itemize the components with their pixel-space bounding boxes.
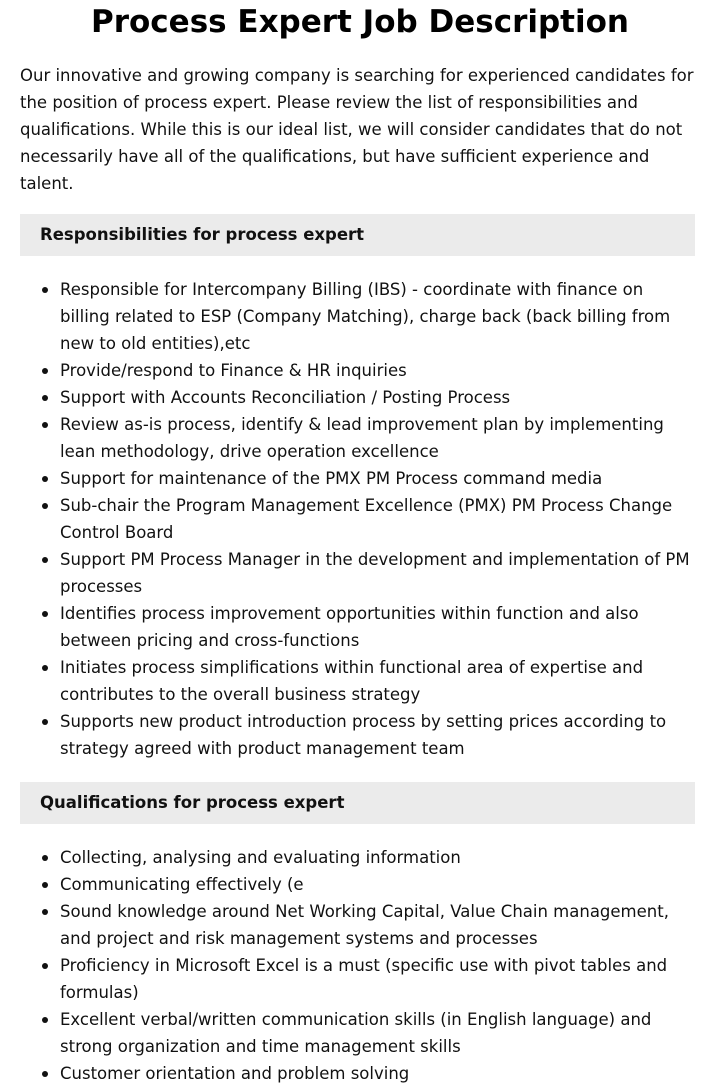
bullet-icon [42, 503, 48, 509]
qualification-item [0, 1060, 720, 1087]
qualification-text: Sound knowledge around Net Working Capital, Value Chain management, and project and risk management systems and processes [60, 902, 669, 948]
responsibility-item [0, 600, 720, 654]
qualification-text: Customer orientation and problem solving [60, 1064, 410, 1083]
bullet-icon [42, 557, 48, 563]
qualification-item [0, 898, 720, 952]
bullet-icon [42, 611, 48, 617]
bullet-icon [42, 719, 48, 725]
responsibility-item [0, 708, 720, 762]
qualification-item [0, 952, 720, 1006]
intro-paragraph: Our innovative and growing company is searching for experienced candidates for the position of process expert. Please review the list of responsibilities and qualifications. While this is our ideal list, we will consider candidates that do not necessarily have all of the qualifications, but have sufficient experience and talent. [20, 66, 694, 193]
responsibility-text: Support PM Process Manager in the development and implementation of PM processes [60, 550, 690, 596]
responsibilities-heading: Responsibilities for process expert [20, 214, 695, 256]
responsibility-text: Provide/respond to Finance & HR inquiries [60, 361, 407, 380]
bullet-icon [42, 665, 48, 671]
responsibility-text: Responsible for Intercompany Billing (IBS) - coordinate with finance on billing related to ESP (Company Matching), charge back (back billing from new to old entities),etc [60, 280, 671, 353]
responsibility-text: Identifies process improvement opportunities within function and also between pricing and cross-functions [60, 604, 639, 650]
page-title: Process Expert Job Description [90, 4, 629, 40]
bullet-icon [42, 882, 48, 888]
bullet-icon [42, 422, 48, 428]
responsibility-text: Supports new product introduction process by setting prices according to strategy agreed with product management team [60, 712, 667, 758]
bullet-icon [42, 476, 48, 482]
responsibility-text: Sub-chair the Program Management Excellence (PMX) PM Process Change Control Board [60, 496, 673, 542]
qualification-item [0, 1006, 720, 1060]
bullet-icon [42, 368, 48, 374]
qualification-item [0, 844, 720, 871]
qualification-text: Proficiency in Microsoft Excel is a must (specific use with pivot tables and formulas) [60, 956, 668, 1002]
responsibility-item [0, 384, 720, 411]
bullet-icon [42, 963, 48, 969]
responsibility-text: Review as-is process, identify & lead improvement plan by implementing lean methodology, drive operation excellence [60, 415, 664, 461]
qualification-text: Excellent verbal/written communication skills (in English language) and strong organization and time management skills [60, 1010, 652, 1056]
qualification-text: Communicating effectively (e [60, 875, 304, 894]
responsibility-item [0, 411, 720, 465]
bullet-icon [42, 395, 48, 401]
responsibility-item [0, 357, 720, 384]
responsibility-item [0, 465, 720, 492]
bullet-icon [42, 1071, 48, 1077]
responsibility-item [0, 654, 720, 708]
responsibilities-list [0, 276, 720, 762]
bullet-icon [42, 855, 48, 861]
qualifications-list [0, 844, 720, 1087]
responsibility-text: Support for maintenance of the PMX PM Process command media [60, 469, 603, 488]
responsibility-text: Initiates process simplifications within functional area of expertise and contributes to the overall business strategy [60, 658, 644, 704]
bullet-icon [42, 909, 48, 915]
qualification-text: Collecting, analysing and evaluating information [60, 848, 461, 867]
responsibility-item [0, 276, 720, 357]
qualification-item [0, 871, 720, 898]
bullet-icon [42, 287, 48, 293]
responsibility-item [0, 546, 720, 600]
qualifications-heading: Qualifications for process expert [20, 782, 695, 824]
responsibility-item [0, 492, 720, 546]
responsibility-text: Support with Accounts Reconciliation / Posting Process [60, 388, 511, 407]
bullet-icon [42, 1017, 48, 1023]
